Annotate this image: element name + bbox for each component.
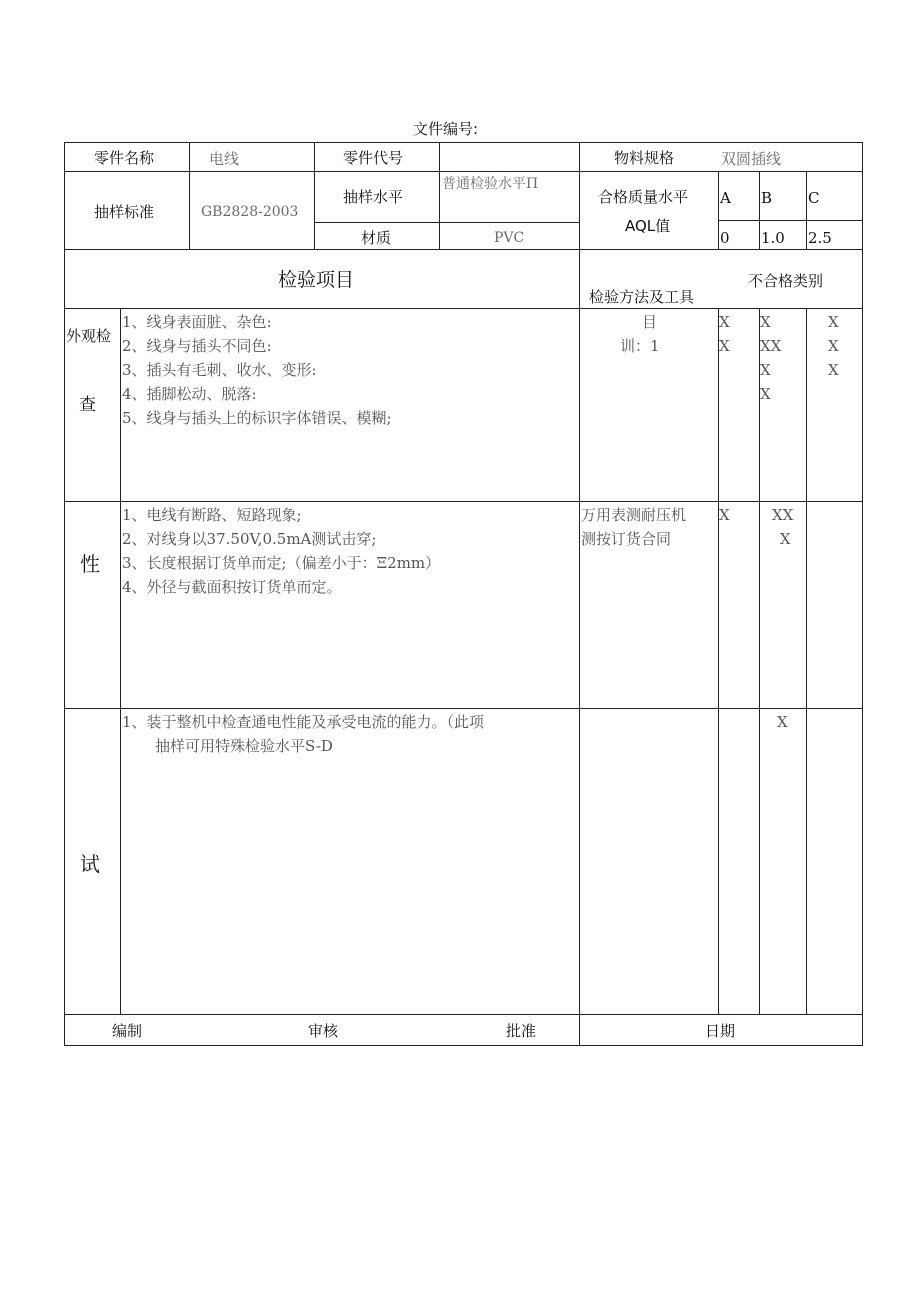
list-item: 5、线身与插头上的标识字体错误、模糊; (122, 409, 392, 427)
material-spec-value: 双圆插线 (721, 150, 782, 168)
aql-label-line2: AQL值 (625, 217, 671, 235)
list-item: 2、线身与插头不同色: (122, 337, 272, 355)
part-name-value: 电线 (209, 150, 240, 168)
mark-b: XX (772, 506, 794, 524)
aql-value-b: 1.0 (761, 229, 785, 247)
sampling-level-label: 抽样水平 (343, 188, 404, 206)
mark-b: X (760, 385, 771, 403)
test-items-list (122, 710, 484, 758)
list-item: 2、对线身以37.50V,0.5mA测试击穿; (122, 530, 377, 548)
mark-b: X (777, 713, 788, 731)
footer-prepared-label: 编制 (112, 1022, 143, 1040)
inspection-method-heading: 检验方法及工具 (589, 288, 695, 306)
inspection-items-heading: 检验项目 (278, 269, 355, 291)
footer-reviewed-label: 审核 (308, 1022, 339, 1040)
test-class-b (777, 710, 788, 734)
category-test: 试 (80, 852, 100, 876)
list-item: 1、装于整机中检查通电性能及承受电流的能力。（此项 (122, 713, 485, 731)
appearance-items-list (122, 310, 392, 430)
category-appearance-bottom: 查 (79, 395, 96, 415)
method-line: 目 (642, 313, 658, 331)
list-item: 4、插脚松动、脱落: (122, 385, 257, 403)
aql-class-c: C (808, 189, 820, 207)
aql-label-line1: 合格质量水平 (598, 188, 689, 206)
category-appearance-top: 外观检 (66, 327, 112, 345)
mark-a: X (719, 506, 730, 524)
sampling-standard-value: GB2828-2003 (201, 204, 299, 220)
performance-method (581, 503, 686, 551)
material-spec-label: 物料规格 (614, 149, 675, 167)
mark-b: XX (760, 337, 782, 355)
file-number-label: 文件编号: (413, 120, 479, 138)
method-line: 万用表测耐压机 (581, 506, 687, 524)
sampling-level-value: 普通检验水平Π (442, 176, 539, 192)
list-item: 4、外径与截面积按订货单而定。 (122, 578, 342, 596)
sampling-standard-label: 抽样标准 (94, 203, 155, 221)
method-line: 训：1 (620, 337, 660, 355)
performance-class-a (719, 503, 730, 527)
mark-c: X (828, 361, 839, 379)
mark-b: X (779, 530, 791, 548)
appearance-class-b (760, 310, 781, 406)
footer-date-label: 日期 (705, 1022, 736, 1040)
aql-class-b: B (761, 189, 773, 207)
mark-a: X (719, 313, 730, 331)
part-code-label: 零件代号 (343, 149, 404, 167)
list-item: 1、电线有断路、短路现象; (122, 506, 302, 524)
appearance-class-c (828, 310, 839, 382)
material-label: 材质 (361, 229, 392, 247)
appearance-method (620, 310, 660, 358)
mark-b: X (760, 361, 771, 379)
method-line: 测按订货合同 (581, 530, 672, 548)
aql-class-a: A (720, 189, 731, 207)
mark-a: X (719, 337, 730, 355)
aql-value-c: 2.5 (808, 229, 832, 247)
list-item: 抽样可用特殊检验水平S-D (155, 737, 333, 755)
list-item: 1、线身表面脏、杂色: (122, 313, 272, 331)
appearance-class-a (719, 310, 730, 358)
category-performance: 性 (80, 552, 100, 576)
list-item: 3、插头有毛刺、收水、变形: (122, 361, 317, 379)
part-name-label: 零件名称 (94, 149, 155, 167)
mark-c: X (828, 337, 839, 355)
mark-b: X (760, 313, 771, 331)
mark-c: X (828, 313, 839, 331)
material-value: PVC (494, 230, 525, 246)
performance-items-list (122, 503, 440, 599)
list-item: 3、长度根据订货单而定;（偏差小于：Ξ2mm） (122, 554, 441, 572)
footer-approved-label: 批准 (506, 1022, 537, 1040)
aql-value-a: 0 (720, 229, 730, 247)
nonconformity-heading: 不合格类别 (748, 272, 824, 290)
performance-class-b (772, 503, 793, 551)
